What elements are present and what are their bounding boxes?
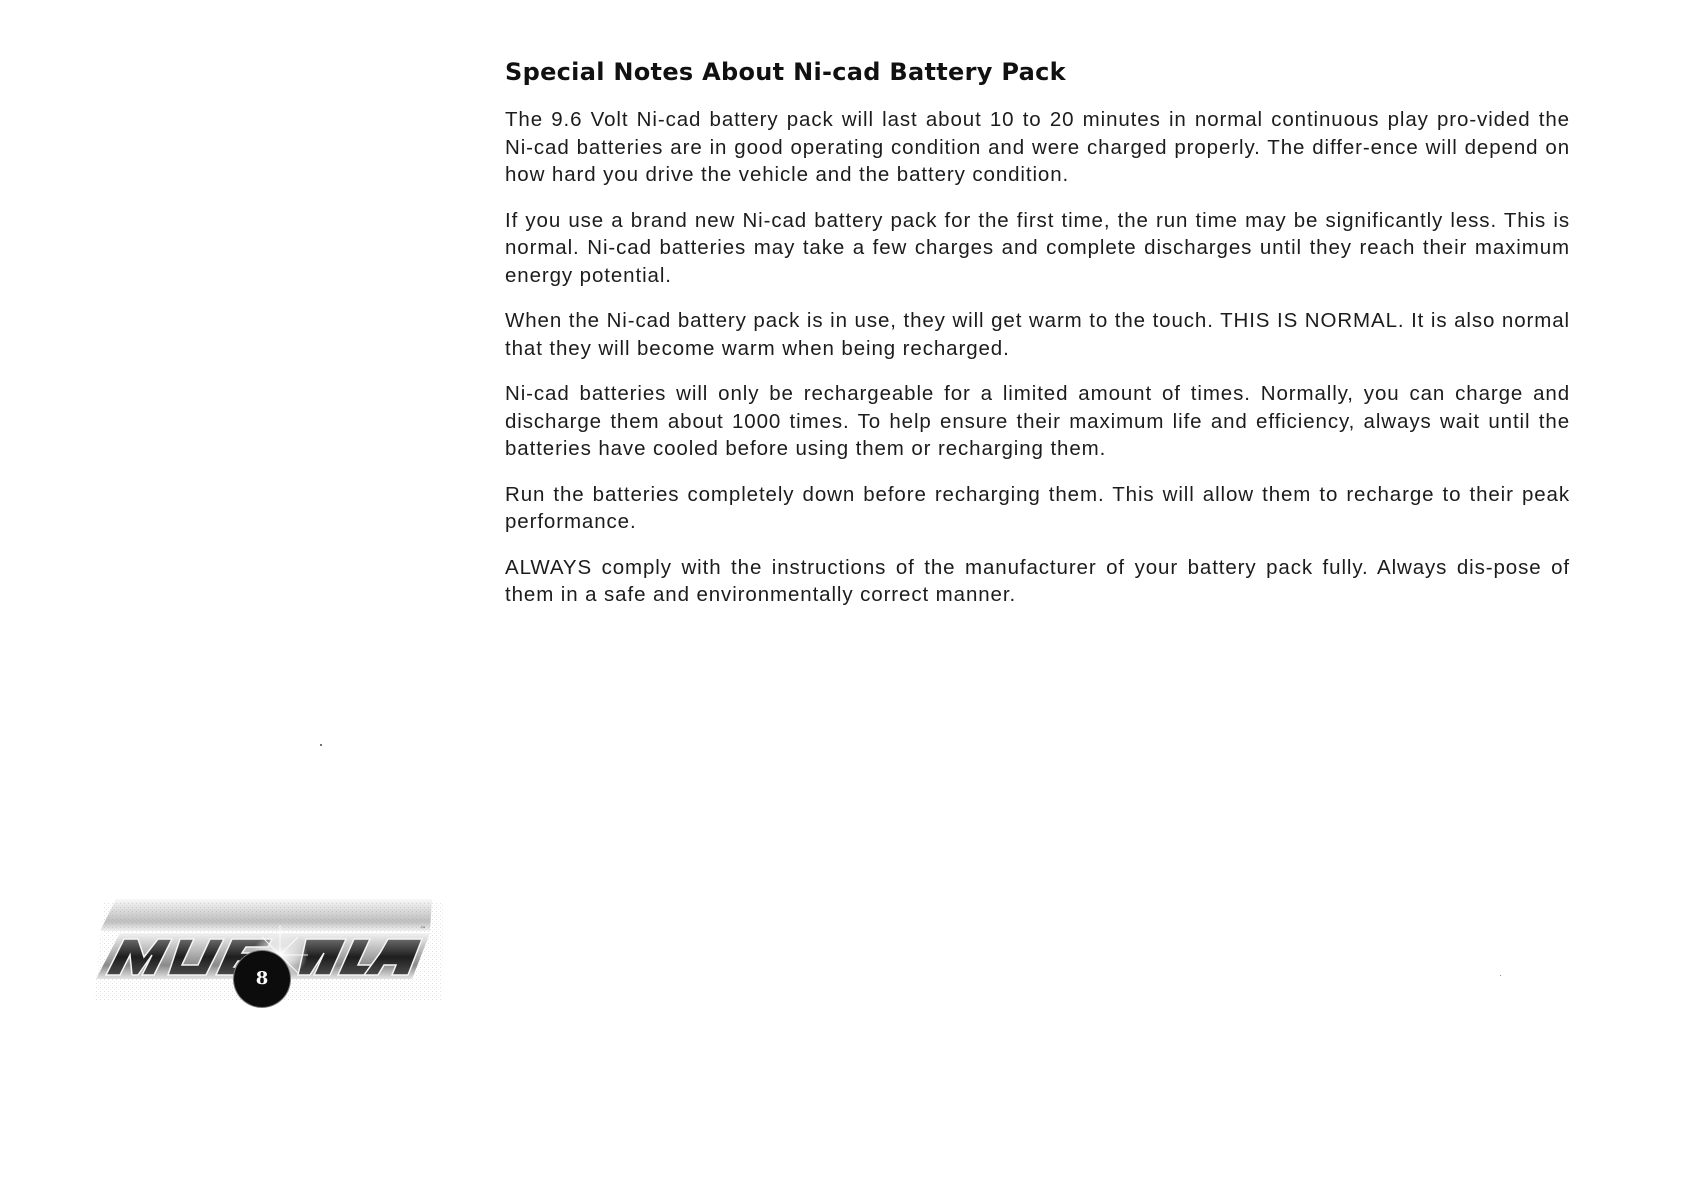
page-number-badge: 8 [234, 951, 290, 1007]
scan-speck [320, 744, 322, 746]
paragraph-run-time: The 9.6 Volt Ni-cad battery pack will last about 10 to 20 minutes in normal continuous play pro-vided the Ni-cad batteries are in good operating condition and were charged properly. The differ-ence will depend on how hard you drive the vehicle and the battery condition. [505, 108, 1570, 186]
svg-text:™: ™ [420, 926, 426, 933]
page-title: Special Notes About Ni-cad Battery Pack [505, 58, 1066, 86]
paragraph-new-pack: If you use a brand new Ni-cad battery pack for the first time, the run time may be significantly less. This is normal. Ni-cad batteries may take a few charges and complete discharges until they reach their maximum energy potential. [505, 208, 1570, 287]
paragraph-recharge-cycles: Ni-cad batteries will only be rechargeable for a limited amount of times. Normally, you can charge and discharge them about 1000 times. To help ensure their maximum life and efficiency, always wait until the batteries have cooled before using them or recharging them. [505, 382, 1570, 460]
document-body [505, 58, 1570, 627]
paragraph-comply: ALWAYS comply with the instructions of the manufacturer of your battery pack fully. Always dis-pose of them in a safe and environmentally correct manner. [505, 555, 1570, 606]
paragraph-run-down: Run the batteries completely down before recharging them. This will allow them to recharge to their peak performance. [505, 482, 1570, 533]
paragraph-warm: When the Ni-cad battery pack is in use, they will get warm to the touch. THIS IS NORMAL. It is also normal that they will become warm when being recharged. [505, 309, 1570, 360]
scan-speck-2 [1500, 975, 1501, 976]
